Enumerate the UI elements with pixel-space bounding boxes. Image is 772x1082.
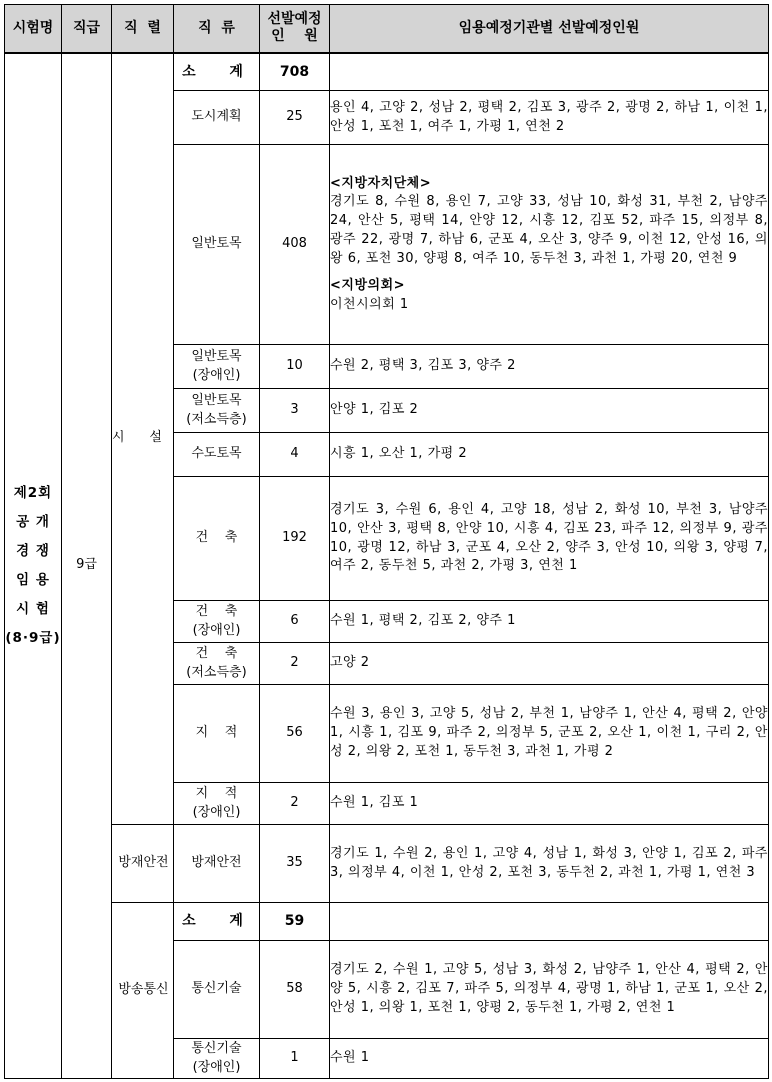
job-line: 일반토목 (191, 392, 242, 408)
agency-cell: 시흥 1, 오산 1, 가평 2 (330, 433, 769, 477)
exam-name-cell (5, 53, 62, 1079)
job-cell (174, 389, 260, 433)
job-sub-line: (장애인) (192, 622, 241, 638)
job-line: 건 축 (195, 645, 238, 661)
job-line: 일반토목 (191, 348, 242, 364)
agency-cell: 수원 1, 김포 1 (330, 783, 769, 825)
agency-cell: 수원 1 (330, 1039, 769, 1079)
header-grade: 직급 (62, 5, 112, 53)
table-row (5, 903, 769, 941)
job-cell (174, 1039, 260, 1079)
local-government-text: 경기도 8, 수원 8, 용인 7, 고양 33, 성남 10, 화성 31, 부천 2, 남양주 24, 안산 5, 평택 14, 안양 12, 시흥 12, 김포 52, 파주 15, 의정부 8, 광주 22, 광명 7, 하남 6, 군포 4, 오산 3, 양주 9, 이천 12, 안성 16, 의왕 6, 포천 30, 양평 8, 여주 10, 동두천 3, 과천 1, 가평 20, 연천 9 (330, 194, 768, 266)
count-cell: 4 (260, 433, 330, 477)
job-line: 지 적 (195, 785, 238, 801)
job-sub-line: (장애인) (192, 1059, 241, 1075)
job-cell (174, 345, 260, 389)
count-cell: 58 (260, 941, 330, 1039)
job-sub-line: (장애인) (192, 367, 241, 383)
exam-name-line: 공 개 (16, 513, 50, 530)
local-council-heading: <지방의회> (330, 277, 406, 293)
job-sub-line: (저소득층) (186, 664, 247, 680)
header-series: 직 렬 (112, 5, 174, 53)
header-count-line2: 인 원 (271, 28, 318, 45)
job-sub-line: (장애인) (192, 804, 241, 820)
job-cell (174, 601, 260, 643)
job-cell: 도시계획 (174, 91, 260, 145)
series-facilities: 시 설 (112, 53, 174, 825)
exam-name-line: 경 쟁 (16, 542, 50, 559)
job-cell: 수도토목 (174, 433, 260, 477)
subtotal-label: 소 계 (174, 903, 260, 941)
agency-cell: 경기도 3, 수원 6, 용인 4, 고양 18, 성남 2, 화성 10, 부천 3, 남양주 10, 안산 3, 평택 8, 안양 10, 시흥 4, 김포 23, 파주 12, 의정부 9, 광주 10, 광명 12, 하남 3, 군포 4, 오산 2, 양주 3, 안성 10, 의왕 3, 양평 7, 여주 2, 동두천 5, 과천 2, 가평 3, 연천 1 (330, 477, 769, 601)
header-row (5, 5, 769, 53)
exam-name-line: 시 험 (16, 600, 50, 617)
job-line: 통신기술 (191, 1040, 242, 1056)
recruitment-table (4, 4, 769, 1079)
count-cell: 35 (260, 825, 330, 903)
table-row (5, 825, 769, 903)
agency-cell (330, 903, 769, 941)
table-row (5, 53, 769, 91)
agency-cell (330, 53, 769, 91)
subtotal-count: 59 (260, 903, 330, 941)
agency-cell: 고양 2 (330, 643, 769, 685)
count-cell: 2 (260, 643, 330, 685)
agency-cell: 안양 1, 김포 2 (330, 389, 769, 433)
subtotal-count: 708 (260, 53, 330, 91)
agency-cell: 용인 4, 고양 2, 성남 2, 평택 2, 김포 3, 광주 2, 광명 2, 하남 1, 이천 1, 안성 1, 포천 1, 여주 1, 가평 1, 연천 2 (330, 91, 769, 145)
count-cell: 1 (260, 1039, 330, 1079)
job-cell (174, 643, 260, 685)
job-cell: 지 적 (174, 685, 260, 783)
series-disaster-safety: 방재안전 (112, 825, 174, 903)
count-cell: 2 (260, 783, 330, 825)
count-cell: 10 (260, 345, 330, 389)
agency-cell: 수원 3, 용인 3, 고양 5, 성남 2, 부천 1, 남양주 1, 안산 4, 평택 2, 안양 1, 시흥 1, 김포 9, 파주 2, 의정부 5, 군포 2, 오산 1, 이천 1, 구리 2, 안성 2, 의왕 2, 포천 1, 동두천 3, 과천 1, 가평 2 (330, 685, 769, 783)
local-government-heading: <지방자치단체> (330, 175, 432, 191)
job-cell: 일반토목 (174, 145, 260, 345)
agency-cell: 수원 1, 평택 2, 김포 2, 양주 1 (330, 601, 769, 643)
count-cell: 56 (260, 685, 330, 783)
job-sub-line: (저소득층) (186, 411, 247, 427)
header-count (260, 5, 330, 53)
job-cell: 건 축 (174, 477, 260, 601)
job-line: 건 축 (195, 603, 238, 619)
series-broadcasting: 방송통신 (112, 903, 174, 1079)
header-count-line1: 선발예정 (267, 11, 322, 28)
agency-cell: 경기도 2, 수원 1, 고양 5, 성남 3, 화성 2, 남양주 1, 안산 4, 평택 2, 안양 5, 시흥 2, 김포 7, 파주 5, 의정부 4, 광명 1, 하남 1, 군포 1, 오산 2, 안성 1, 의왕 1, 포천 1, 양평 2, 동두천 1, 가평 2, 연천 1 (330, 941, 769, 1039)
header-job: 직 류 (174, 5, 260, 53)
job-cell: 통신기술 (174, 941, 260, 1039)
exam-name-line: 임 용 (16, 571, 50, 588)
header-agencies: 임용예정기관별 선발예정인원 (330, 5, 769, 53)
agency-cell: 수원 2, 평택 3, 김포 3, 양주 2 (330, 345, 769, 389)
agency-cell: 경기도 1, 수원 2, 용인 1, 고양 4, 성남 1, 화성 3, 안양 1, 김포 2, 파주 3, 의정부 4, 이천 1, 안성 2, 포천 3, 동두천 2, 과천 1, 가평 1, 연천 3 (330, 825, 769, 903)
count-cell: 3 (260, 389, 330, 433)
exam-name-line: 제2회 (13, 484, 53, 501)
subtotal-label: 소 계 (174, 53, 260, 91)
job-cell: 방재안전 (174, 825, 260, 903)
count-cell: 25 (260, 91, 330, 145)
agency-cell (330, 145, 769, 345)
job-cell (174, 783, 260, 825)
count-cell: 192 (260, 477, 330, 601)
grade-cell: 9급 (62, 53, 112, 1079)
header-exam: 시험명 (5, 5, 62, 53)
local-council-text: 이천시의회 1 (330, 296, 409, 312)
count-cell: 6 (260, 601, 330, 643)
count-cell: 408 (260, 145, 330, 345)
exam-name-line: (8·9급) (5, 629, 61, 646)
